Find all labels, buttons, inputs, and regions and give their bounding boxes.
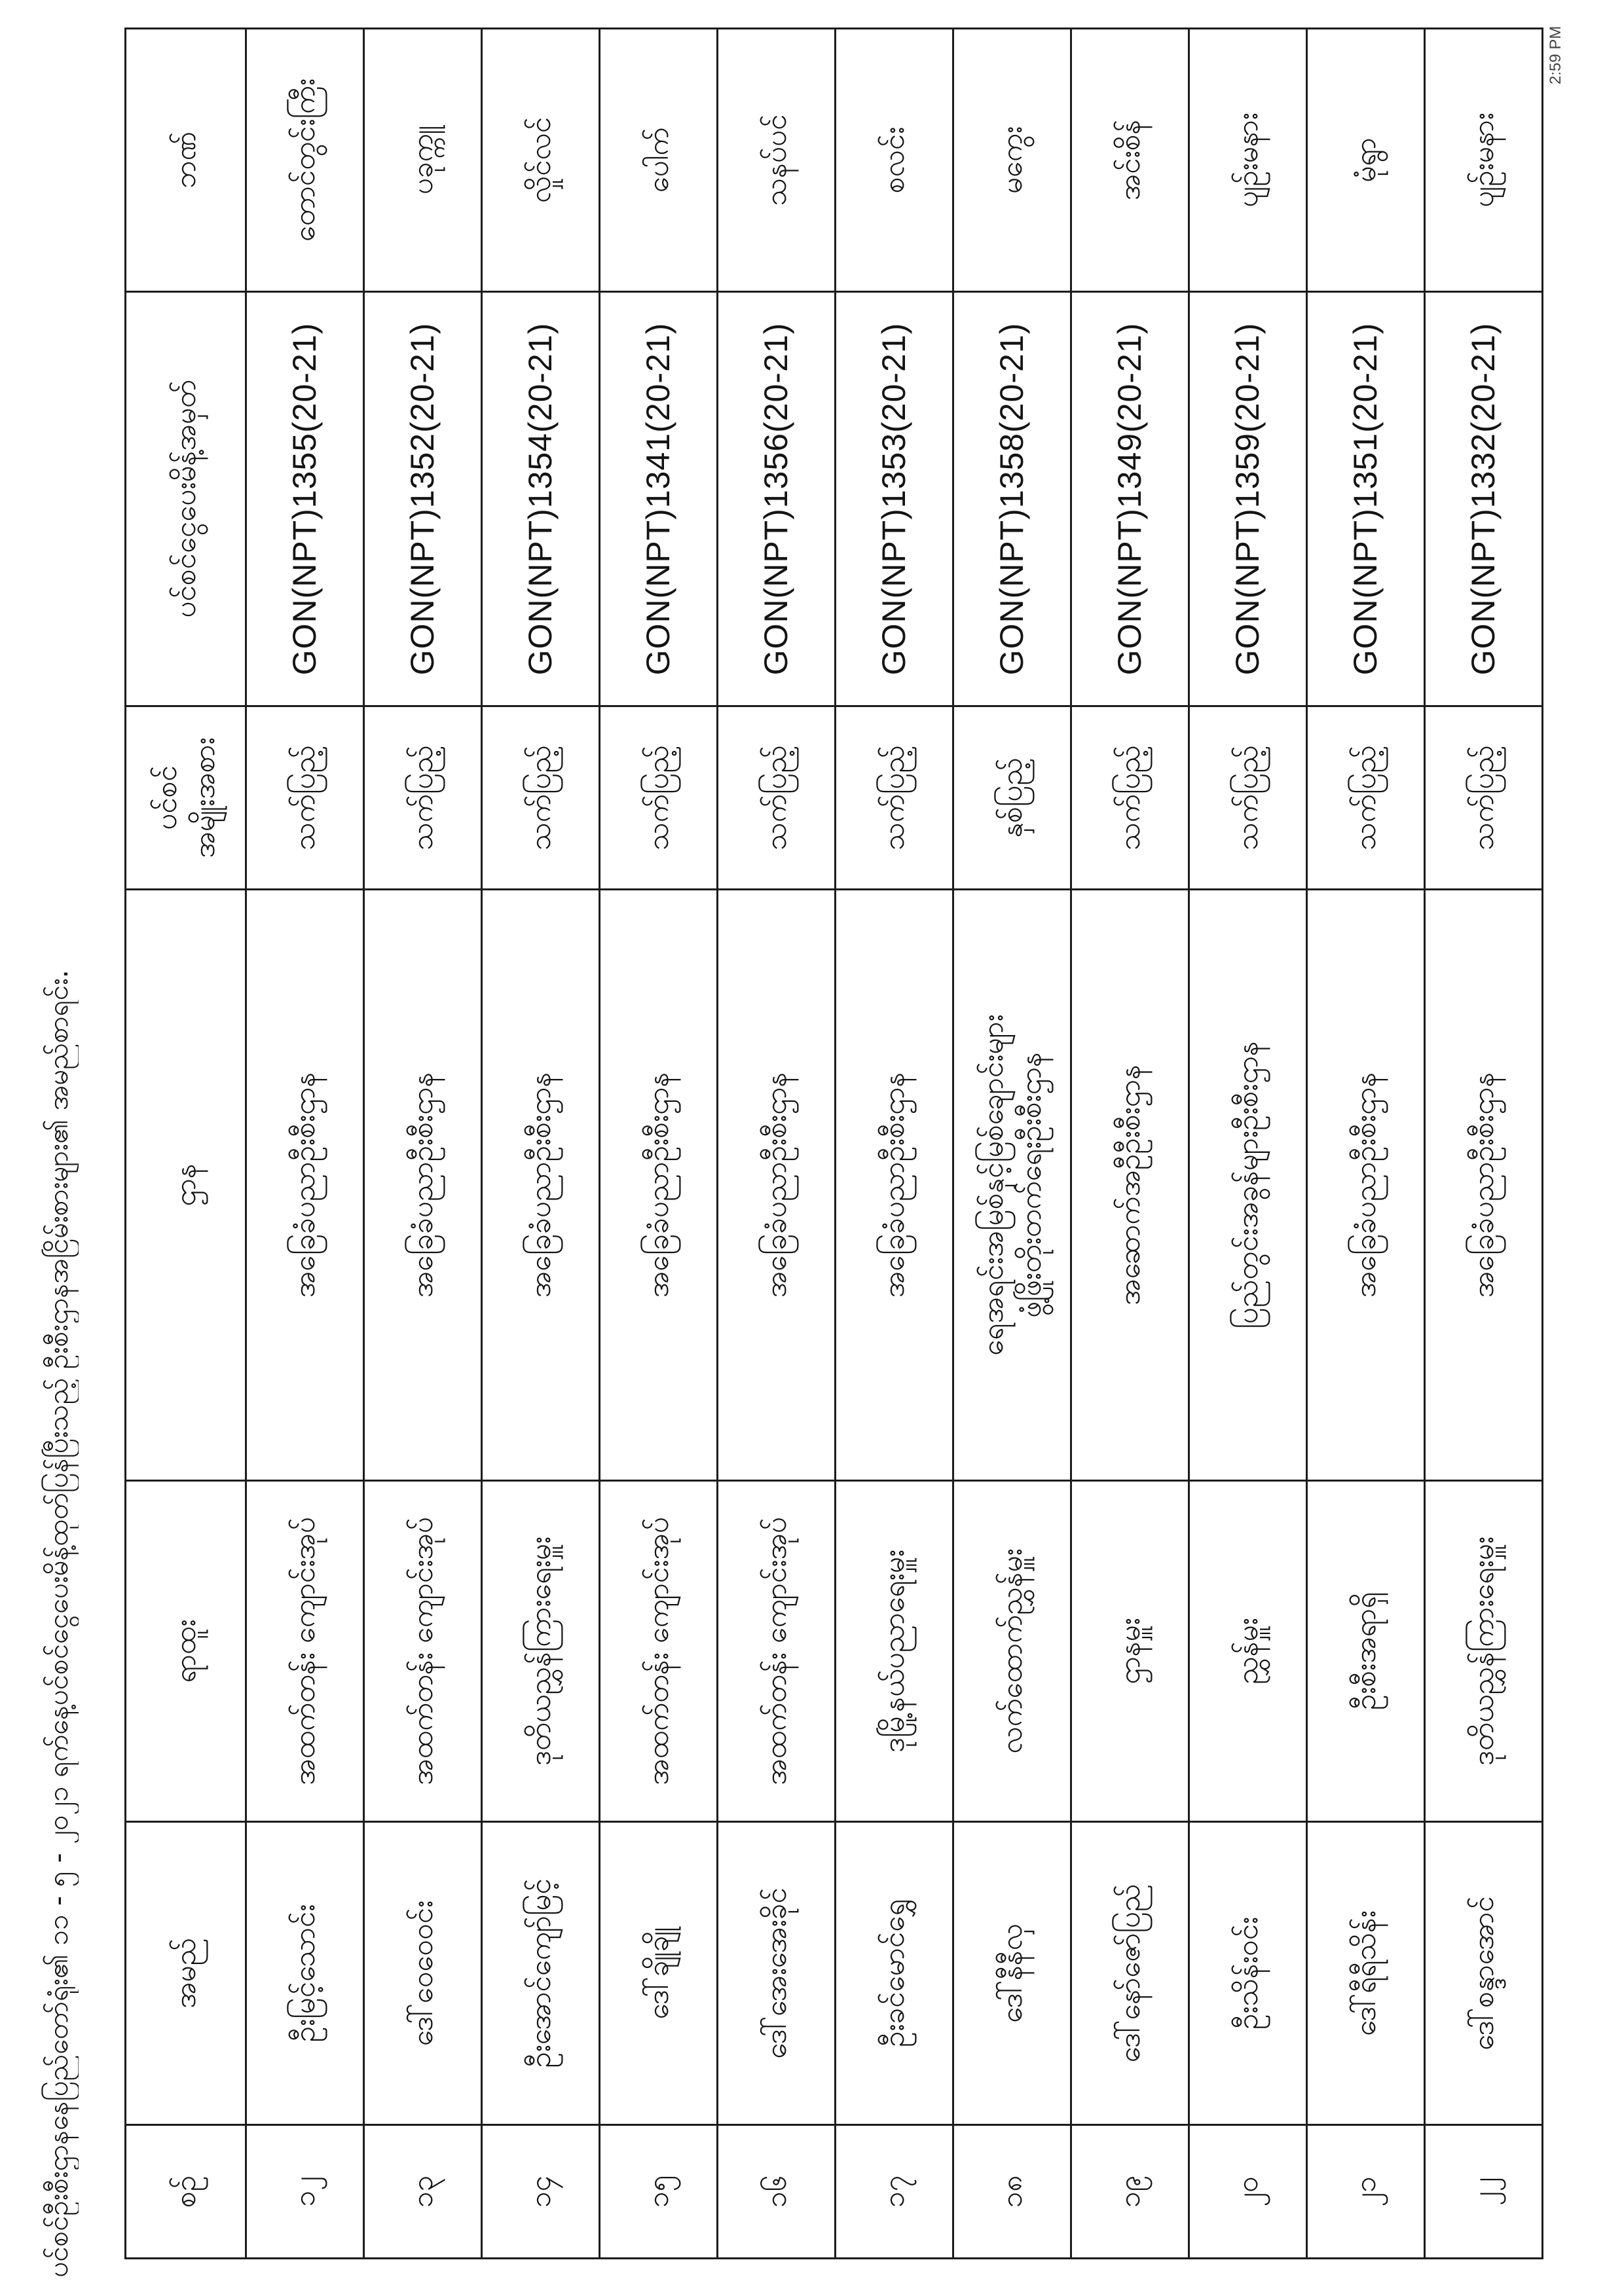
cell-department: ရေအရင်းအမြစ်နှင့်မြစ်ချောင်းများ ဖွံ့ဖြိုးတိုးတက်ရေးဦးစီးဌာန (954, 888, 1072, 1480)
cell-bank: ပျဉ်းမနား (1426, 27, 1543, 291)
cell-name: ဦးမြင့်သောင်း (247, 1821, 365, 2124)
cell-order-number: GON(NPT)1356(20-21) (718, 291, 836, 705)
scan-timestamp: 2:59 PM (1547, 26, 1564, 84)
cell-bank: သနပ်ပင် (718, 27, 836, 291)
cell-bank: မုံရွာ (1308, 27, 1426, 291)
cell-pension-type: သက်ပြည့် (718, 705, 836, 888)
cell-department: အဆောက်အဦဦးစီးဌာန (1072, 888, 1190, 1480)
cell-name: ဦးခင်မောင်ရွှေ (836, 1821, 954, 2124)
header-rank: ရာထူး (126, 1480, 247, 1821)
table-row (1190, 27, 1308, 2257)
pensioner-table (124, 27, 1543, 2259)
cell-serial: ၁၆ (718, 2124, 836, 2257)
header-name: အမည် (126, 1821, 247, 2124)
cell-name: ဒေါ်ရီရီသိန်း (1308, 1821, 1426, 2124)
cell-serial: ၂၁ (1308, 2124, 1426, 2257)
cell-department: အခြေခံပညာဦးစီးဌာန (836, 888, 954, 1480)
cell-rank: ဦးစီးအရာရှိ (1308, 1480, 1426, 1821)
cell-name: ဒေါ်နီနီလှ (954, 1821, 1072, 2124)
cell-name: ဒေါ်စန္ဒာအောင် (1426, 1821, 1543, 2124)
table-row (247, 27, 365, 2257)
cell-pension-type: သက်ပြည့် (1190, 705, 1308, 888)
cell-name: ဒေါ်ချိုချို (600, 1821, 718, 2124)
cell-department: အခြေခံပညာဦးစီးဌာန (718, 888, 836, 1480)
table-row (1308, 27, 1426, 2257)
table-row (483, 27, 600, 2257)
cell-pension-type: သက်ပြည့် (247, 705, 365, 888)
cell-rank: ဌာနမှူး (1072, 1480, 1190, 1821)
table-row (836, 27, 954, 2257)
cell-department: အခြေခံပညာဦးစီးဌာန (247, 888, 365, 1480)
cell-pension-type: သက်ပြည့် (1308, 705, 1426, 888)
cell-order-number: GON(NPT)1353(20-21) (836, 291, 954, 705)
cell-department: ပြည်တွင်းအခွန်များဦးစီးဌာန (1190, 888, 1308, 1480)
cell-bank: လှိုင်လင် (483, 27, 600, 291)
cell-serial: ၁၂ (247, 2124, 365, 2257)
cell-bank: ပေါက် (600, 27, 718, 291)
cell-order-number: GON(NPT)1359(20-21) (1190, 291, 1308, 705)
cell-department: အခြေခံပညာဦးစီးဌာန (600, 888, 718, 1480)
cell-bank: တောင်တွင်းကြီး (247, 27, 365, 291)
cell-name: ဦးသိန်းဝင်း (1190, 1821, 1308, 2124)
cell-serial: ၂၂ (1426, 2124, 1543, 2257)
cell-pension-type: သက်ပြည့် (483, 705, 600, 888)
cell-rank: လက်ထောက်ညွှန်မှူး (954, 1480, 1072, 1821)
header-pension-type: ပင်စင် အမျိုးအစား (126, 705, 247, 888)
cell-order-number: GON(NPT)1358(20-21) (954, 291, 1072, 705)
cell-serial: ၁၇ (836, 2124, 954, 2257)
cell-name: ဦးအောင်ကျော်မြင့် (483, 1821, 600, 2124)
cell-rank: အထက်တန်း ကျောင်းအုပ် (600, 1480, 718, 1821)
cell-order-number: GON(NPT)1355(20-21) (247, 291, 365, 705)
cell-name: ဒေါ်အေးအေးခိုင် (718, 1821, 836, 2124)
header-serial: စဉ် (126, 2124, 247, 2257)
table-row (718, 27, 836, 2257)
document-title: ပင်စင်ဦးစီးဌာနနေပြည်တော်ရုံး၏ ၁၁ - ၅ - ၂၀၂၁ ရက်နေ့ပင်စင်ငွေပေးမိန့်ထုတ်ပြန်ပြီးသည့် ဦးစီးဌာနအငြိမ်းစားများ၏ အမည်စာရင်း. (42, 970, 74, 2278)
cell-pension-type: နှစ်ပြည့် (954, 705, 1072, 888)
cell-department: အခြေခံပညာဦးစီးဌာန (1308, 888, 1426, 1480)
cell-pension-type: သက်ပြည့် (365, 705, 483, 888)
cell-serial: ၁၅ (600, 2124, 718, 2257)
cell-rank: ဒုတိယညွှန်ကြားရေးမှူး (1426, 1480, 1543, 1821)
cell-department: အခြေခံပညာဦးစီးဌာန (483, 888, 600, 1480)
cell-order-number: GON(NPT)1332(20-21) (1426, 291, 1543, 705)
table-header-row (126, 27, 247, 2257)
header-bank: ဘဏ် (126, 27, 247, 291)
cell-serial: ၁၉ (1072, 2124, 1190, 2257)
cell-order-number: GON(NPT)1351(20-21) (1308, 291, 1426, 705)
header-order-number: ပင်စင်ငွေပေးမိန့်အမှတ် (126, 291, 247, 705)
cell-bank: အင်းစိန် (1072, 27, 1190, 291)
cell-rank: ဒုတိယညွှန်ကြားရေးမှူး (483, 1480, 600, 1821)
cell-pension-type: သက်ပြည့် (600, 705, 718, 888)
cell-order-number: GON(NPT)1349(20-21) (1072, 291, 1190, 705)
cell-pension-type: သက်ပြည့် (836, 705, 954, 888)
cell-bank: ပခုက္ကူ (365, 27, 483, 291)
cell-rank: အထက်တန်း ကျောင်းအုပ် (365, 1480, 483, 1821)
table-row (365, 27, 483, 2257)
cell-name: ဒေါ်နော်ဇော်ပြည် (1072, 1821, 1190, 2124)
cell-department: အခြေခံပညာဦးစီးဌာန (365, 888, 483, 1480)
table-row (1426, 27, 1543, 2257)
cell-department: အခြေခံပညာဦးစီးဌာန (1426, 888, 1543, 1480)
header-department: ဌာန (126, 888, 247, 1480)
cell-order-number: GON(NPT)1352(20-21) (365, 291, 483, 705)
cell-rank: ညွှန်မှူး (1190, 1480, 1308, 1821)
cell-bank: စလင်း (836, 27, 954, 291)
cell-serial: ၁၄ (483, 2124, 600, 2257)
cell-serial: ၁၈ (954, 2124, 1072, 2257)
table-row (954, 27, 1072, 2257)
cell-order-number: GON(NPT)1341(20-21) (600, 291, 718, 705)
cell-rank: အထက်တန်း ကျောင်းအုပ် (718, 1480, 836, 1821)
table-row (600, 27, 718, 2257)
cell-bank: ပျဉ်းမနား (1190, 27, 1308, 291)
cell-name: ဒေါ်ဝေဝေဝင်း (365, 1821, 483, 2124)
cell-pension-type: သက်ပြည့် (1072, 705, 1190, 888)
cell-rank: အထက်တန်း ကျောင်းအုပ် (247, 1480, 365, 1821)
table-row (1072, 27, 1190, 2257)
cell-order-number: GON(NPT)1354(20-21) (483, 291, 600, 705)
cell-serial: ၁၃ (365, 2124, 483, 2257)
cell-bank: မကွေး (954, 27, 1072, 291)
cell-rank: ဒုမြို့နယ်ပညာရေးမှူး (836, 1480, 954, 1821)
cell-serial: ၂၀ (1190, 2124, 1308, 2257)
cell-pension-type: သက်ပြည့် (1426, 705, 1543, 888)
